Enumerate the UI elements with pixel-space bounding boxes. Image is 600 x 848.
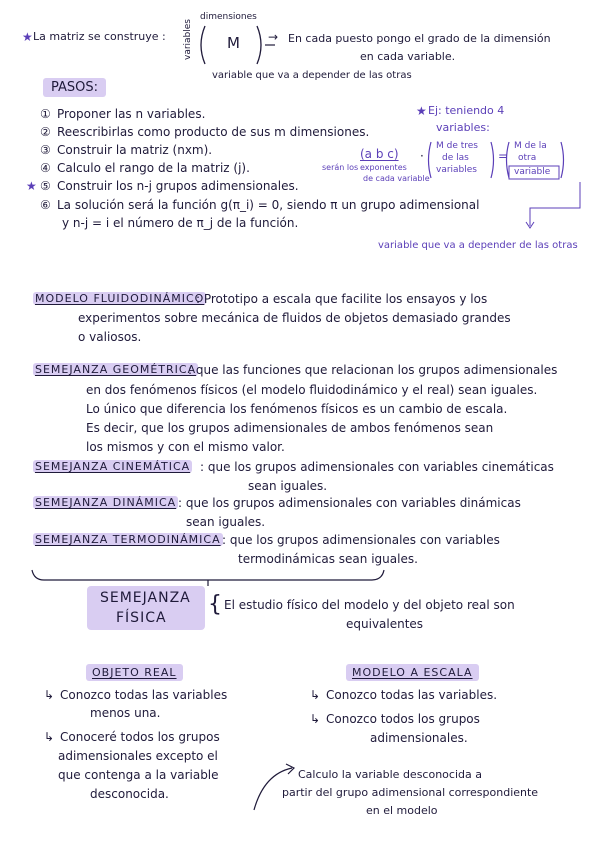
geometrica-label: SEMEJANZA GEOMÉTRICA [35, 363, 197, 376]
escala-b2-line-2: adimensionales. [370, 731, 468, 745]
termodinamica-line-2: termodinámicas sean iguales. [238, 552, 418, 566]
geometrica-line-1: : que las funciones que relacionan los grupos adimensionales [188, 363, 558, 377]
pasos-title: PASOS: [43, 78, 106, 97]
step-2-text: Reescribirlas como producto de sus m dimensiones. [57, 125, 370, 139]
mat2-line-2: otra [518, 153, 537, 163]
objeto-b1-line-2: menos una. [90, 706, 161, 720]
bullet-arrow-icon: ↳ [310, 712, 321, 726]
step-4-text: Calculo el rango de la matriz (j). [57, 161, 250, 175]
calc-line-1: Calculo la variable desconocida a [298, 768, 482, 781]
cinematica-label: SEMEJANZA CINEMÁTICA [35, 460, 191, 473]
mat2-line-1: M de la [514, 141, 547, 151]
modelo-line-1: : Prototipo a escala que facilite los ensayos y los [196, 292, 488, 306]
bullet-arrow-icon: ↳ [44, 730, 55, 744]
step-1-number: ① [40, 107, 51, 121]
modelo-line-2: experimentos sobre mecánica de fluidos de objetos demasiado grandes [78, 311, 511, 325]
calc-line-3: en el modelo [366, 804, 438, 817]
step-4-number: ④ [40, 161, 51, 175]
fisica-line-1: El estudio físico del modelo y del objeto real son [224, 598, 515, 612]
vector-note-1: serán los [322, 163, 359, 172]
objeto-b2-line-1: Conoceré todos los grupos [60, 730, 220, 744]
brace-icon: { [208, 592, 222, 617]
modelo-line-3: o valiosos. [78, 330, 142, 344]
example-title-2: variables: [436, 121, 490, 134]
objeto-b2-line-3: que contenga a la variable [58, 768, 219, 782]
step-3-number: ③ [40, 143, 51, 157]
fisica-title-1: SEMEJANZA [100, 590, 191, 606]
vector-note-3: de cada variable [363, 174, 430, 183]
objeto-b2-line-2: adimensionales excepto el [58, 749, 218, 763]
step-6-continuation: y n-j = i el número de π_j de la función. [62, 216, 299, 230]
objeto-real-title: OBJETO REAL [86, 664, 183, 681]
mat1-line-1: M de tres [436, 141, 478, 151]
geometrica-line-2: en dos fenómenos físicos (el modelo fluidodinámico y el real) sean iguales. [86, 383, 538, 397]
depend-note: variable que va a depender de las otras [378, 240, 578, 251]
arrow-right-icon: → [268, 30, 279, 44]
dinamica-line-2: sean iguales. [186, 515, 266, 529]
arrow-text-1: En cada puesto pongo el grado de la dimensión [288, 32, 551, 45]
bracket-divider [28, 568, 388, 588]
bullet-arrow-icon: ↳ [310, 688, 321, 702]
termodinamica-label: SEMEJANZA TERMODINÁMICA [35, 533, 221, 546]
cinematica-line-2: sean iguales. [248, 479, 328, 493]
step-5-number: ⑤ [40, 179, 51, 193]
geometrica-line-5: los mismos y con el mismo valor. [86, 440, 285, 454]
equals-sign: = [498, 149, 509, 163]
step-3-text: Construir la matriz (nxm). [57, 143, 213, 157]
escala-b2-line-1: Conozco todos los grupos [326, 712, 480, 726]
termodinamica-line-1: : que los grupos adimensionales con variables [222, 533, 500, 547]
objeto-b2-line-4: desconocida. [90, 787, 169, 801]
dot-operator: · [420, 149, 424, 163]
fisica-title-2: FÍSICA [116, 610, 167, 626]
step-6-number: ⑥ [40, 198, 51, 212]
escala-b1: Conozco todas las variables. [326, 688, 498, 702]
cinematica-line-1: : que los grupos adimensionales con variables cinemáticas [200, 460, 554, 474]
vector-note-2: exponentes [360, 163, 407, 172]
bullet-arrow-icon: ↳ [44, 688, 55, 702]
star-icon: ★ [26, 179, 37, 193]
arrow-text-2: en cada variable. [360, 50, 456, 63]
dimensiones-label: dimensiones [200, 12, 257, 22]
calc-line-2: partir del grupo adimensional correspondiente [282, 786, 539, 799]
star-icon: ★ [22, 30, 33, 44]
step-2-number: ② [40, 125, 51, 139]
construction-text: La matriz se construye : [33, 30, 166, 43]
example-vector: (a b c) [360, 147, 399, 161]
objeto-b1-line-1: Conozco todas las variables [60, 688, 228, 702]
dinamica-line-1: : que los grupos adimensionales con variables dinámicas [178, 496, 521, 510]
example-title-1: Ej: teniendo 4 [428, 104, 505, 117]
matrix-symbol: M [227, 34, 240, 52]
step-5-text: Construir los n-j grupos adimensionales. [57, 179, 299, 193]
geometrica-line-4: Es decir, que los grupos adimensionales de ambos fenómenos sean [86, 421, 494, 435]
connector-line [510, 178, 590, 238]
step-1-text: Proponer las n variables. [57, 107, 206, 121]
step-6-text: La solución será la función g(π_i) = 0, siendo π un grupo adimensional [57, 198, 480, 212]
modelo-label: MODELO FLUIDODINÁMICO [35, 292, 205, 305]
dinamica-label: SEMEJANZA DINÁMICA [35, 496, 177, 509]
star-icon: ★ [416, 104, 427, 118]
mat1-line-3: variables [436, 165, 477, 175]
geometrica-line-3: Lo único que diferencia los fenómenos físicos es un cambio de escala. [86, 402, 508, 416]
modelo-escala-title: MODELO A ESCALA [346, 664, 479, 681]
variables-label: variables [183, 19, 193, 60]
header-variable-note: variable que va a depender de las otras [212, 70, 412, 81]
fisica-line-2: equivalentes [346, 617, 424, 631]
mat1-line-2: de las [442, 153, 469, 163]
mat2-line-3: variable [514, 167, 551, 177]
